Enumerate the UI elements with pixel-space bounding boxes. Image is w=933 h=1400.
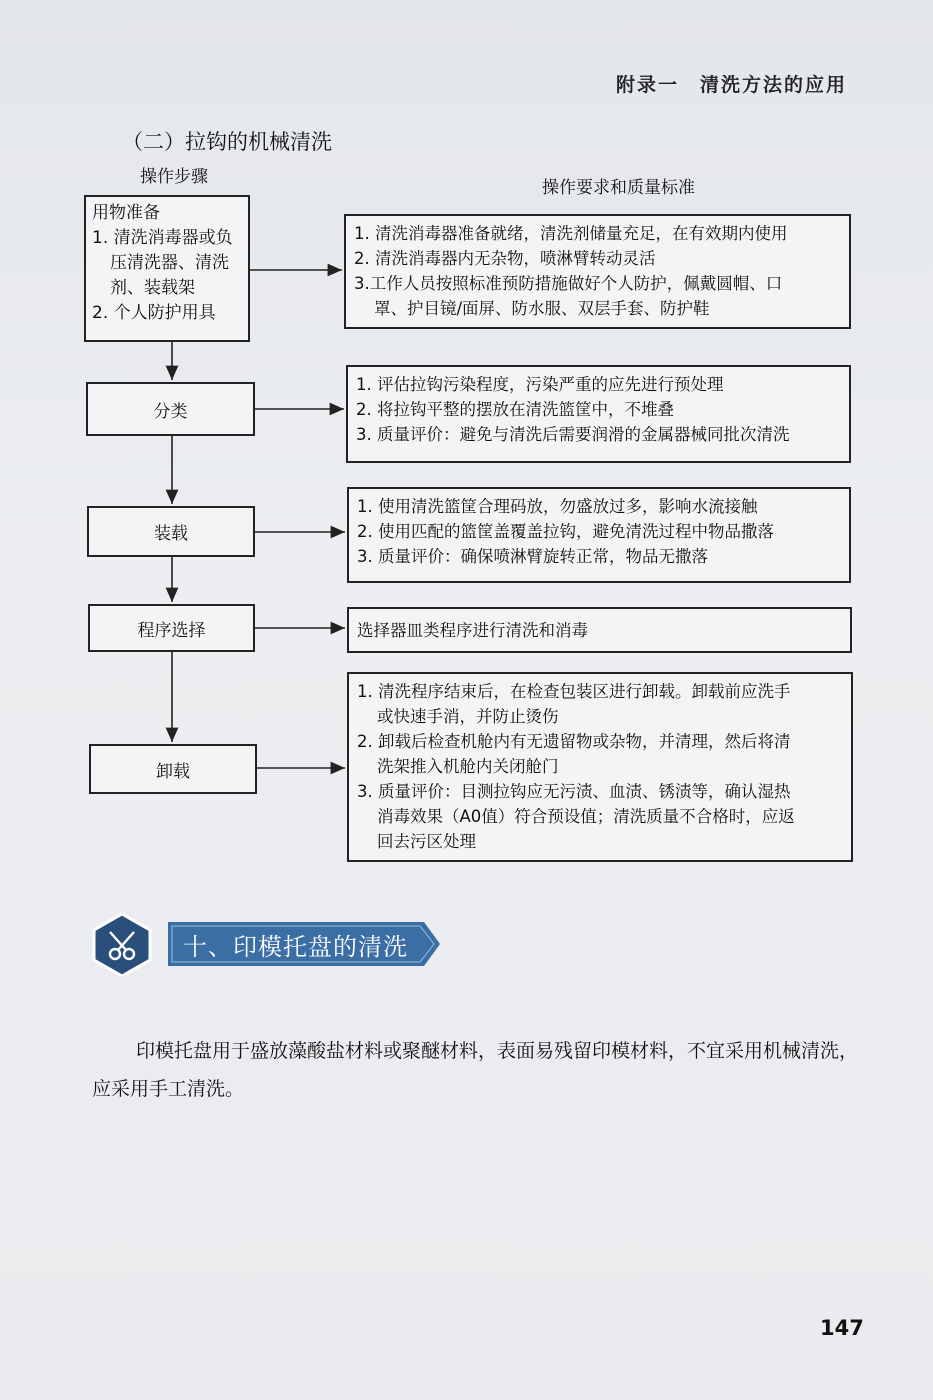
step-box-sort bbox=[86, 382, 255, 436]
requirement-line: 2. 清洗消毒器内无杂物，喷淋臂转动灵活 bbox=[354, 249, 656, 268]
step-box-load bbox=[87, 506, 255, 557]
requirement-line: 消毒效果（A0值）符合预设值；清洗质量不合格时，应返 bbox=[377, 807, 795, 826]
requirement-line: 洗架推入机舱内关闭舱门 bbox=[377, 757, 559, 776]
page-number: 147 bbox=[820, 1316, 864, 1340]
requirement-line: 1. 使用清洗篮筐合理码放，勿盛放过多，影响水流接触 bbox=[357, 497, 758, 516]
step-item: 剂、装载架 bbox=[110, 278, 195, 298]
requirement-line: 1. 清洗消毒器准备就绪，清洗剂储量充足，在有效期内使用 bbox=[354, 224, 788, 243]
requirement-line: 或快速手消，并防止烫伤 bbox=[377, 707, 559, 726]
step-box-prepare bbox=[84, 195, 250, 342]
requirement-line: 罩、护目镜/面屏、防水服、双层手套、防护鞋 bbox=[374, 299, 710, 318]
running-header: 附录一 清洗方法的应用 bbox=[615, 74, 847, 96]
step-box-program bbox=[88, 604, 255, 652]
step-title: 程序选择 bbox=[137, 620, 206, 641]
requirement-line: 3. 质量评价：确保喷淋臂旋转正常，物品无撒落 bbox=[357, 547, 708, 566]
requirement-line: 3. 质量评价：避免与清洗后需要润滑的金属器械同批次清洗 bbox=[356, 425, 790, 444]
step-title: 用物准备 bbox=[92, 203, 160, 223]
step-item: 1. 清洗消毒器或负 bbox=[92, 228, 233, 248]
requirement-line: 3. 质量评价：目测拉钩应无污渍、血渍、锈渍等，确认湿热 bbox=[357, 782, 791, 801]
requirement-line: 选择器皿类程序进行清洗和消毒 bbox=[357, 620, 588, 640]
body-paragraph: 印模托盘用于盛放藻酸盐材料或聚醚材料，表面易残留印模材料，不宜采用机械清洗，应采用手工清洗。 bbox=[92, 1040, 859, 1100]
requirement-line: 2. 使用匹配的篮筐盖覆盖拉钩，避免清洗过程中物品撒落 bbox=[357, 522, 774, 541]
requirement-line: 回去污区处理 bbox=[377, 832, 476, 851]
requirement-box-load bbox=[347, 487, 851, 583]
step-title: 分类 bbox=[153, 401, 188, 422]
column-header-requirements: 操作要求和质量标准 bbox=[542, 178, 695, 198]
step-box-unload bbox=[89, 744, 257, 794]
column-header-steps: 操作步骤 bbox=[140, 167, 208, 187]
section-banner-title: 十、印模托盘的清洗 bbox=[183, 933, 408, 961]
step-item: 2. 个人防护用具 bbox=[92, 303, 216, 323]
requirement-box-unload bbox=[347, 672, 853, 862]
section-title: （二）拉钩的机械清洗 bbox=[122, 130, 332, 154]
requirement-box-program bbox=[347, 607, 852, 653]
requirement-line: 2. 将拉钩平整的摆放在清洗篮筐中，不堆叠 bbox=[356, 400, 674, 419]
requirement-line: 1. 清洗程序结束后，在检查包装区进行卸载。卸载前应洗手 bbox=[357, 682, 791, 701]
requirement-box-prepare bbox=[344, 214, 851, 329]
step-title: 卸载 bbox=[156, 761, 190, 782]
step-item: 压清洗器、清洗 bbox=[110, 253, 229, 273]
requirement-line: 1. 评估拉钩污染程度，污染严重的应先进行预处理 bbox=[356, 375, 724, 394]
requirement-line: 3.工作人员按照标准预防措施做好个人防护，佩戴圆帽、口 bbox=[354, 274, 783, 293]
requirement-box-sort bbox=[346, 365, 851, 463]
step-title: 装载 bbox=[154, 524, 188, 544]
requirement-line: 2. 卸载后检查机舱内有无遗留物或杂物，并清理，然后将清 bbox=[357, 732, 791, 751]
